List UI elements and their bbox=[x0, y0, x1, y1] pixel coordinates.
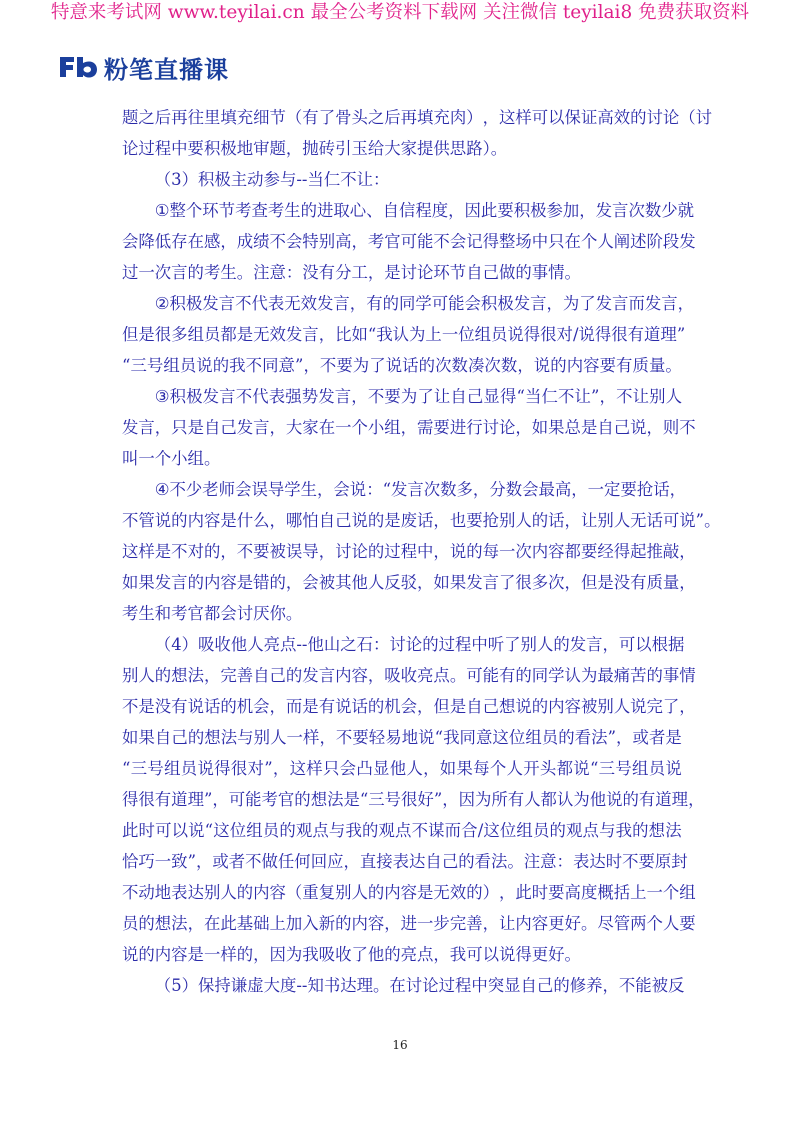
text-line: 不 管 说 的 内 容 是 什 么 ， 哪 怕 自 己 说 的 是 废 话 ， 也 要 抢 别 人 的 话 ， 让 别 人 无 话 可 说 ” 。 bbox=[122, 511, 721, 530]
document-body bbox=[122, 102, 721, 1001]
text-line: ③ 积 极 发 言 不 代 表 强 势 发 言 ， 不 要 为 了 让 自 己 显 得 “ 当 仁 不 让 ” ， 不 让 别 人 bbox=[154, 387, 682, 406]
text-line: 如 果 发 言 的 内 容 是 错 的 ， 会 被 其 他 人 反 驳 ， 如 果 发 言 了 很 多 次 ， 但 是 没 有 质 量 ， bbox=[122, 573, 696, 592]
text-line: 如 果 自 己 的 想 法 与 别 人 一 样 ， 不 要 轻 易 地 说 “ 我 同 意 这 位 组 员 的 看 法 ” ， 或 者 是 bbox=[122, 728, 682, 747]
fb-logo-icon bbox=[58, 54, 98, 80]
text-line: （ 5 ） 保 持 谦 虚 大 度 - - 知 书 达 理 。 在 讨 论 过 程 中 突 显 自 己 的 修 养 ， 不 能 被 反 bbox=[154, 976, 685, 995]
text-line: 叫一个小组。 bbox=[122, 449, 221, 468]
text-line: 过一次言的考生。注意：没有分工，是讨论环节自己做的事情。 bbox=[122, 263, 581, 282]
text-line: 考生和考官都会讨厌你。 bbox=[122, 604, 303, 623]
text-line: ① 整 个 环 节 考 查 考 生 的 进 取 心 、 自 信 程 度 ， 因 此 要 积 极 参 加 ， 发 言 次 数 少 就 bbox=[154, 201, 694, 220]
text-line: 恰 巧 一 致 ” ， 或 者 不 做 任 何 回 应 ， 直 接 表 达 自 己 的 看 法 。 注 意 ： 表 达 时 不 要 原 封 bbox=[122, 852, 688, 871]
watermark-banner: 特意来考试网 www.teyilai.cn 最全公考资料下载网 关注微信 teyilai8 免费获取资料 bbox=[50, 2, 750, 23]
text-line: （ 4 ） 吸 收 他 人 亮 点 - - 他 山 之 石 ： 讨 论 的 过 程 中 听 了 别 人 的 发 言 ， 可 以 根 据 bbox=[154, 635, 685, 654]
text-line: 发 言 ， 只 是 自 己 发 言 ， 大 家 在 一 个 小 组 ， 需 要 进 行 讨 论 ， 如 果 总 是 自 己 说 ， 则 不 bbox=[122, 418, 696, 437]
text-line: 会 降 低 存 在 感 ， 成 绩 不 会 特 别 高 ， 考 官 可 能 不 会 记 得 整 场 中 只 在 个 人 阐 述 阶 段 发 bbox=[122, 232, 696, 251]
fenbi-logo bbox=[58, 52, 229, 82]
text-line: 题 之 后 再 往 里 填 充 细 节 （ 有 了 骨 头 之 后 再 填 充 肉 ） ， 这 样 可 以 保 证 高 效 的 讨 论 （ 讨 bbox=[122, 108, 713, 127]
text-line: “ 三 号 组 员 说 得 很 对 ” ， 这 样 只 会 凸 显 他 人 ， 如 果 每 个 人 开 头 都 说 “ 三 号 组 员 说 bbox=[122, 759, 682, 778]
text-line: ② 积 极 发 言 不 代 表 无 效 发 言 ， 有 的 同 学 可 能 会 积 极 发 言 ， 为 了 发 言 而 发 言 ， bbox=[154, 294, 694, 313]
text-line: 这 样 是 不 对 的 ， 不 要 被 误 导 ， 讨 论 的 过 程 中 ， 说 的 每 一 次 内 容 都 要 经 得 起 推 敲 ， bbox=[122, 542, 696, 561]
logo-text: 粉笔直播课 bbox=[104, 55, 229, 84]
text-line: 不 是 没 有 说 话 的 机 会 ， 而 是 有 说 话 的 机 会 ， 但 是 自 己 想 说 的 内 容 被 别 人 说 完 了 ， bbox=[122, 697, 696, 716]
text-line: 论过程中要积极地审题，抛砖引玉给大家提供思路）。 bbox=[122, 139, 508, 158]
text-line: 不 动 地 表 达 别 人 的 内 容 （ 重 复 别 人 的 内 容 是 无 效 的 ） ， 此 时 要 高 度 概 括 上 一 个 组 bbox=[122, 883, 696, 902]
text-line: 别 人 的 想 法 ， 完 善 自 己 的 发 言 内 容 ， 吸 收 亮 点 。 可 能 有 的 同 学 认 为 最 痛 苦 的 事 情 bbox=[122, 666, 696, 685]
page-number: 16 bbox=[392, 1038, 408, 1052]
text-line: 得 很 有 道 理 ” ， 可 能 考 官 的 想 法 是 “ 三 号 很 好 ” ， 因 为 所 有 人 都 认 为 他 说 的 有 道 理 ， bbox=[122, 790, 705, 809]
text-line: ④ 不 少 老 师 会 误 导 学 生 ， 会 说 ： “ 发 言 次 数 多 ， 分 数 会 最 高 ， 一 定 要 抢 话 ， bbox=[154, 480, 686, 499]
text-line: 但 是 很 多 组 员 都 是 无 效 发 言 ， 比 如 “ 我 认 为 上 一 位 组 员 说 得 很 对 / 说 得 很 有 道 理 ” bbox=[122, 325, 686, 344]
text-line: 此 时 可 以 说 “ 这 位 组 员 的 观 点 与 我 的 观 点 不 谋 而 合 / 这 位 组 员 的 观 点 与 我 的 想 法 bbox=[122, 821, 682, 840]
text-line: 员 的 想 法 ， 在 此 基 础 上 加 入 新 的 内 容 ， 进 一 步 完 善 ， 让 内 容 更 好 。 尽 管 两 个 人 要 bbox=[122, 914, 696, 933]
text-line: “ 三 号 组 员 说 的 我 不 同 意 ” ， 不 要 为 了 说 话 的 次 数 凑 次 数 ， 说 的 内 容 要 有 质 量 。 bbox=[122, 356, 682, 375]
text-line: 说的内容是一样的，因为我吸收了他的亮点，我可以说得更好。 bbox=[122, 945, 581, 964]
text-line: （3）积极主动参与--当仁不让： bbox=[154, 170, 390, 189]
